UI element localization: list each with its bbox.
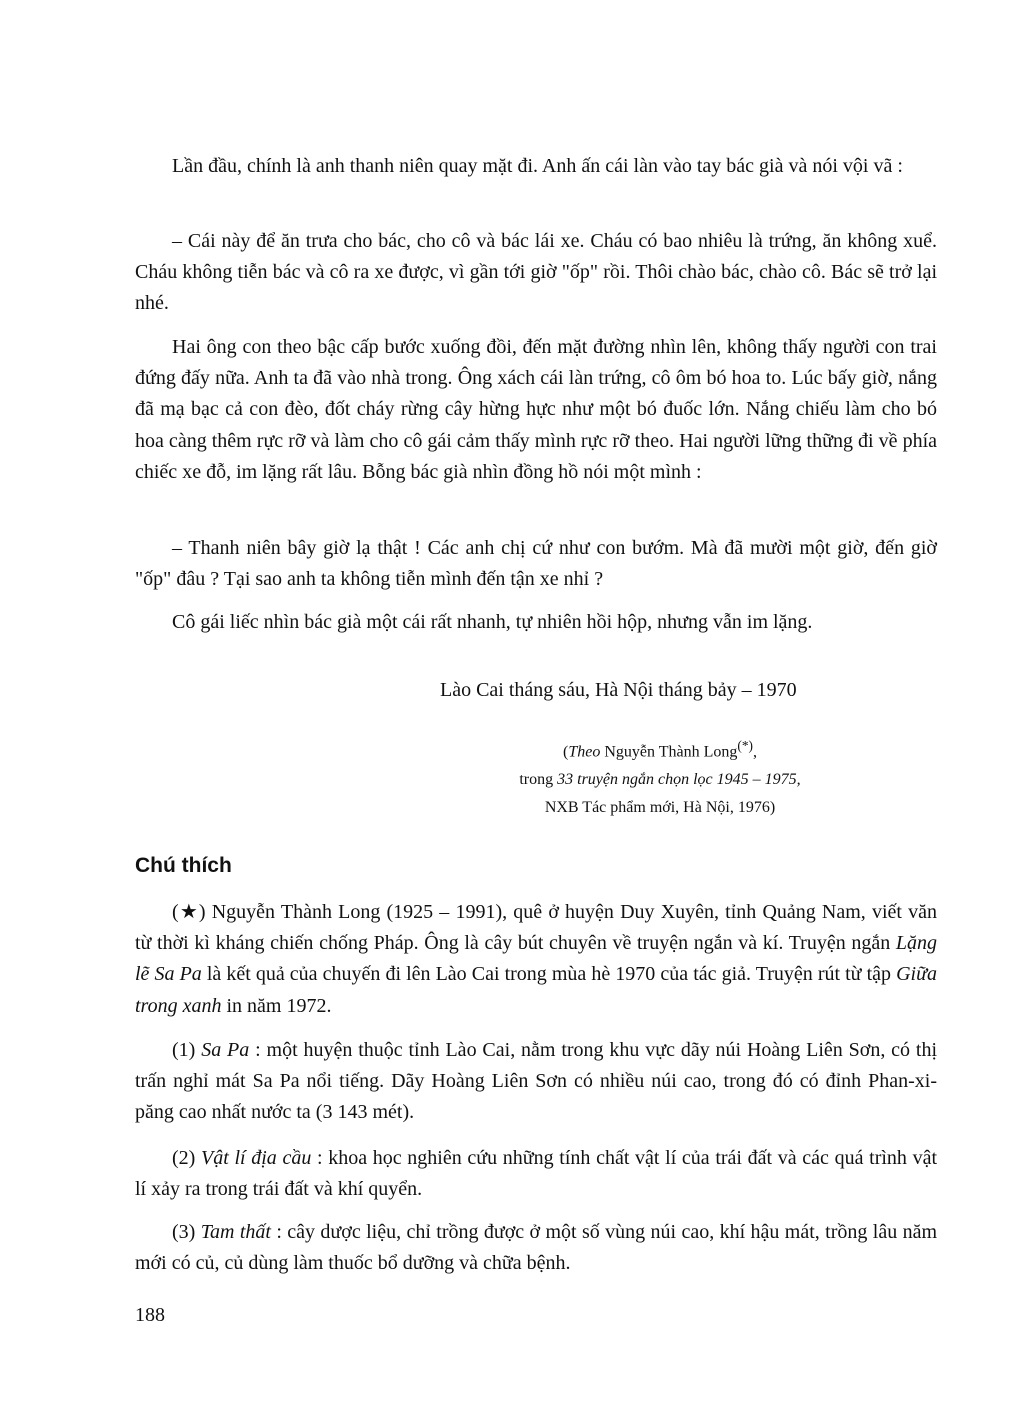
note-label: (1) <box>172 1039 196 1061</box>
citation-trong: trong <box>519 771 554 789</box>
note-term: Giữa trong xanh <box>135 963 938 1017</box>
note-label: (★) <box>172 901 206 923</box>
citation-mark: (*) <box>737 738 753 753</box>
note-term: Vật lí địa cầu <box>201 1147 312 1169</box>
story-paragraph: Hai ông con theo bậc cấp bước xuống đồi, đến mặt đường nhìn lên, không thấy người con trai đứng đấy nữa. Anh ta đã vào nhà trong. Ông xách cái làn trứng, cô ôm bó hoa to. Lúc bấy giờ, nắng đã mạ bạc cả con đèo, đốt cháy rừng cây hừng hực như một bó đuốc lớn. Nắng chiếu làm cho bó hoa càng thêm rực rỡ và làm cho cô gái cảm thấy mình rực rỡ theo. Hai người lững thững đi về phía chiếc xe đỗ, im lặng rất lâu. Bỗng bác già nhìn đồng hồ nói một mình : <box>135 336 937 483</box>
page-number: 188 <box>135 1304 165 1326</box>
story-paragraph: – Cái này để ăn trưa cho bác, cho cô và bác lái xe. Cháu có bao nhiêu là trứng, ăn không xuể. Cháu không tiễn bác và cô ra xe được, vì gần tới giờ "ốp" rồi. Thôi chào bác, chào cô. Bác sẽ trở lại nhé. <box>135 230 937 315</box>
note-item <box>135 1143 937 1205</box>
citation-author: Nguyễn Thành Long <box>604 743 738 761</box>
story-paragraph: – Thanh niên bây giờ lạ thật ! Các anh chị cứ như con bướm. Mà đã mười một giờ, đến giờ "ốp" đâu ? Tại sao anh ta không tiễn mình đến tận xe nhỉ ? <box>135 537 937 591</box>
citation-theo: Theo <box>568 743 601 761</box>
note-term: Lặng lẽ Sa Pa <box>135 932 937 986</box>
note-item <box>135 1035 937 1129</box>
note-text: : một huyện thuộc tỉnh Lào Cai, nằm trong khu vực dãy núi Hoàng Liên Sơn, có thị trấn nghỉ mát Sa Pa nổi tiếng. Dãy Hoàng Liên Sơn có nhiều núi cao, trong đó có đỉnh Phan-xi-păng cao nhất nước ta (3 143 mét). <box>135 1039 938 1124</box>
note-text: là kết quả của chuyến đi lên Lào Cai trong mùa hè 1970 của tác giả. Truyện rút từ tập <box>201 963 897 986</box>
citation-publisher: NXB Tác phẩm mới, Hà Nội, 1976) <box>544 799 776 817</box>
note-text: Nguyễn Thành Long (1925 – 1991), quê ở huyện Duy Xuyên, tỉnh Quảng Nam, viết văn từ thời kì kháng chiến chống Pháp. Ông là cây bút chuyên về truyện ngắn và kí. Truyện ngắn <box>135 901 937 955</box>
story-paragraph: Lần đầu, chính là anh thanh niên quay mặt đi. Anh ấn cái làn vào tay bác già và nói vội vã : <box>172 155 903 177</box>
note-item <box>135 1217 937 1279</box>
signature-line: Lào Cai tháng sáu, Hà Nội tháng bảy – 1970 <box>440 679 797 701</box>
notes-heading: Chú thích <box>135 854 232 877</box>
citation-book: 33 truyện ngắn chọn lọc 1945 – 1975, <box>557 771 801 789</box>
note-text: in năm 1972. <box>221 994 332 1017</box>
story-paragraph: Cô gái liếc nhìn bác già một cái rất nhanh, tự nhiên hồi hộp, nhưng vẫn im lặng. <box>172 611 813 633</box>
note-label: (3) <box>172 1221 196 1243</box>
note-term: Sa Pa <box>201 1039 250 1061</box>
citation: (Theo Nguyễn Thành Long(*), trong 33 truyện ngắn chọn lọc 1945 – 1975, NXB Tác phẩm mới, Hà Nội, 1976) <box>519 738 801 817</box>
note-item <box>135 897 937 1022</box>
note-text: : cây dược liệu, chỉ trồng được ở một số vùng núi cao, khí hậu mát, trồng lâu năm mới có củ, củ dùng làm thuốc bổ dưỡng và chữa bệnh. <box>135 1221 938 1275</box>
note-text: : khoa học nghiên cứu những tính chất vật lí của trái đất và các quá trình vật lí xảy ra trong trái đất và khí quyển. <box>135 1147 938 1201</box>
note-label: (2) <box>172 1147 196 1169</box>
note-term: Tam thất <box>200 1221 271 1243</box>
